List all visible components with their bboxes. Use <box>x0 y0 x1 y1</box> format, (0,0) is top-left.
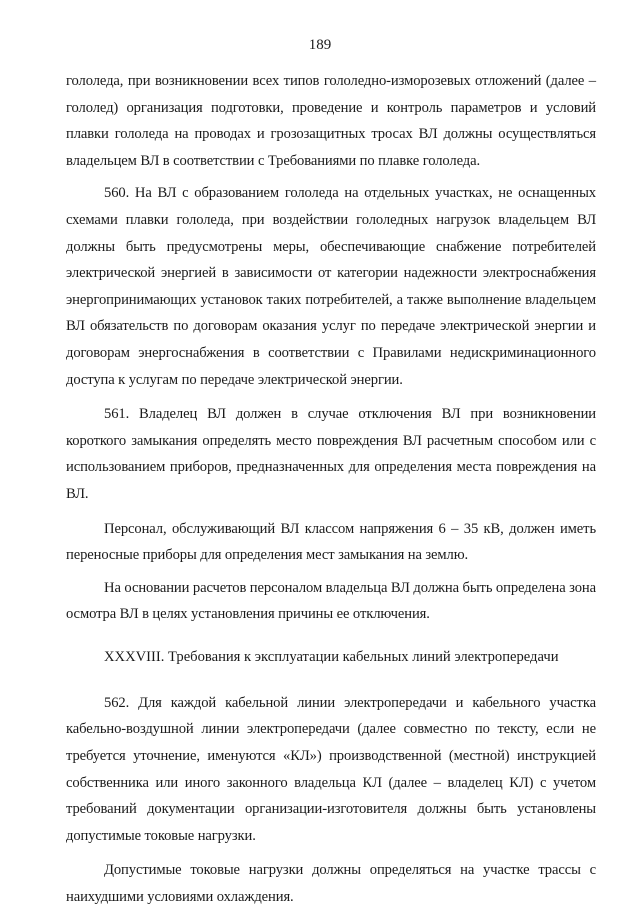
paragraph-personnel: Персонал, обслуживающий ВЛ классом напряжения 6 – 35 кВ, должен иметь переносные приборы для определения мест замыкания на землю. <box>66 520 596 564</box>
section-heading: XXXVIII. Требования к эксплуатации кабельных линий электропередачи <box>104 648 559 665</box>
paragraph-562: 562. Для каждой кабельной линии электропередачи и кабельного участка кабельно-воздушной линии электропередачи (далее совместно по тексту, если не требуется уточнение, именуются «КЛ») производственной (местной) инструкцией собственника или иного законного владельца КЛ (далее – владелец КЛ) с учетом требований документации организации-изготовителя должны быть установлены допустимые токовые нагрузки. <box>66 694 596 844</box>
paragraph-continuation: гололеда, при возникновении всех типов гололедно-изморозевых отложений (далее – гололед) организация подготовки, проведение и контроль параметров и условий плавки гололеда на проводах и грозозащитных тросах ВЛ должны осуществляться владельцем ВЛ в соответствии с Требованиями по плавке гололеда. <box>66 73 596 169</box>
page-number: 189 <box>308 37 332 53</box>
document-body <box>66 68 596 911</box>
paragraph-current-loads: Допустимые токовые нагрузки должны определяться на участке трассы с наихудшими условиями охлаждения. <box>66 862 596 906</box>
paragraph-560: 560. На ВЛ с образованием гололеда на отдельных участках, не оснащенных схемами плавки гололеда, при воздействии гололедных нагрузок владельцем ВЛ должны быть предусмотрены меры, обеспечивающие снабжение потребителей электрической энергией в зависимости от категории надежности электроснабжения энергопринимающих установок таких потребителей, а также выполнение владельцем ВЛ обязательств по договорам оказания услуг по передаче электрической энергии и договорам энергоснабжения в соответствии с Правилами недискриминационного доступа к услугам по передаче электрической энергии. <box>66 185 596 388</box>
paragraph-inspection-zone: На основании расчетов персоналом владельца ВЛ должна быть определена зона осмотра ВЛ в целях установления причины ее отключения. <box>66 579 596 623</box>
paragraph-561: 561. Владелец ВЛ должен в случае отключения ВЛ при возникновении короткого замыкания определять место повреждения ВЛ расчетным способом или с использованием приборов, предназначенных для определения места повреждения на ВЛ. <box>66 406 596 502</box>
